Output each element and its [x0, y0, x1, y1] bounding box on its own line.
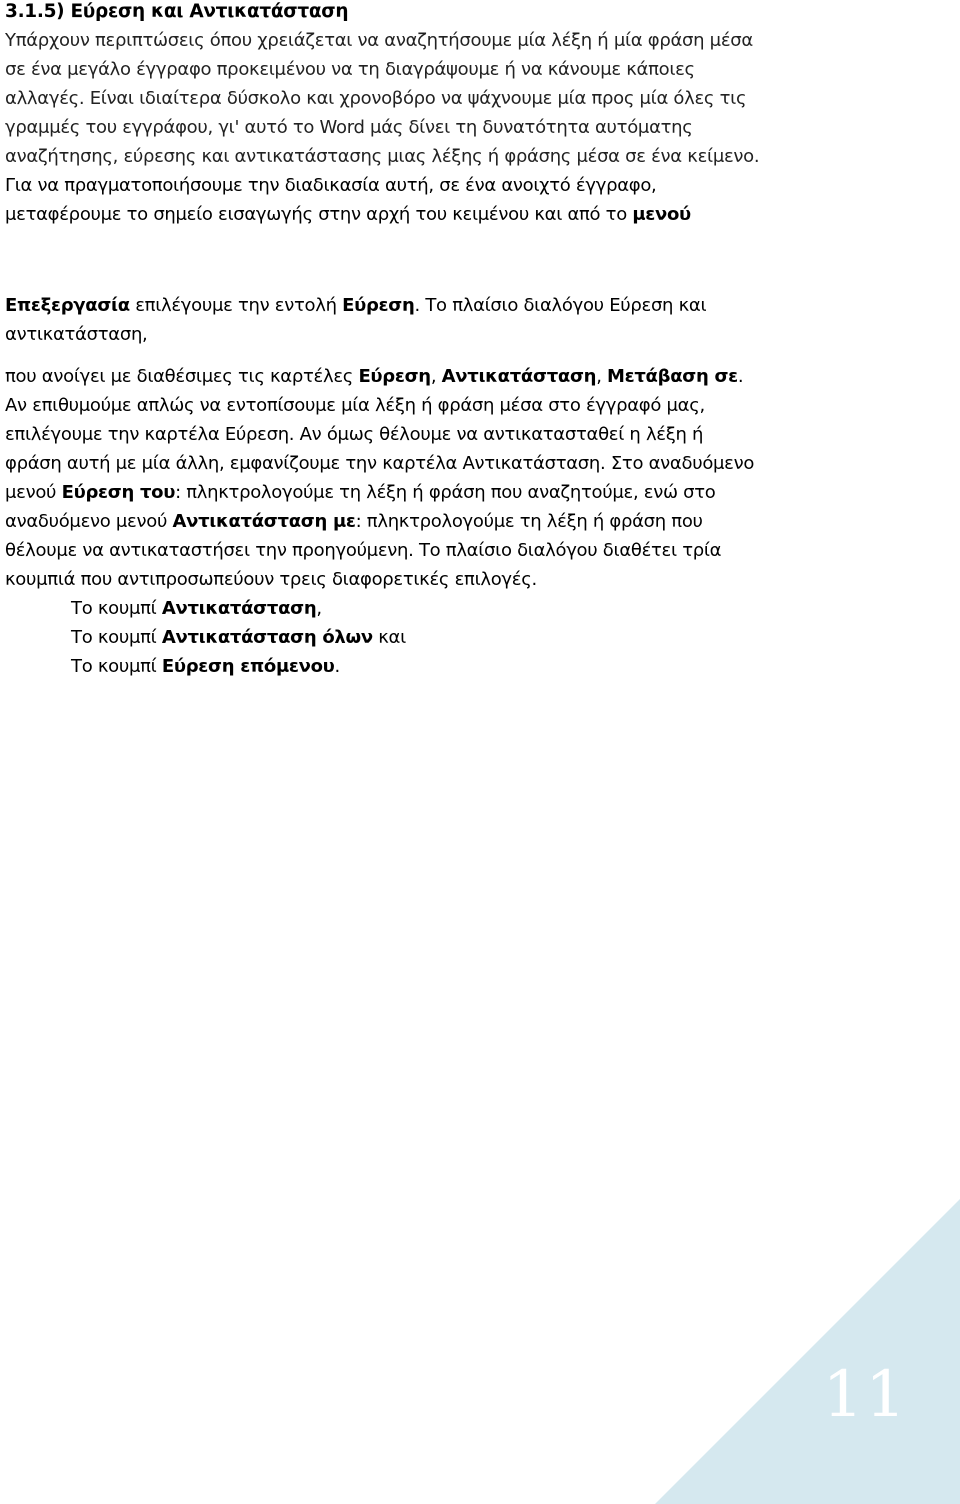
paragraph-line: φράση αυτή με μία άλλη, εμφανίζουμε την καρτέλα Αντικατάσταση. Στο αναδυόμενο: [5, 453, 755, 474]
text-run: ,: [430, 366, 442, 387]
paragraph-line: αναζήτησης, εύρεσης και αντικατάστασης μιας λέξης ή φράσης μέσα σε ένα κείμενο.: [5, 146, 760, 167]
text-run: Το κουμπί: [71, 598, 162, 619]
paragraph-line: γραμμές του εγγράφου, γι' αυτό το Word μάς δίνει τη δυνατότητα αυτόματης: [5, 117, 693, 138]
text-run: Το κουμπί: [71, 627, 162, 648]
text-run: μεταφέρουμε το σημείο εισαγωγής στην αρχή του κειμένου και από το: [5, 204, 633, 225]
text-run: επιλέγουμε την εντολή: [129, 295, 343, 316]
text-run: αναδυόμενο μενού: [5, 511, 173, 532]
bold-term: Επεξεργασία: [5, 295, 130, 316]
text-run: Το κουμπί: [71, 656, 162, 677]
paragraph-line: [5, 295, 706, 317]
paragraph-line: επιλέγουμε την καρτέλα Εύρεση. Αν όμως θέλουμε να αντικατασταθεί η λέξη ή: [5, 424, 704, 445]
bold-term: Εύρεση του: [61, 482, 176, 503]
bold-term: Εύρεση: [342, 295, 415, 316]
paragraph-line: Υπάρχουν περιπτώσεις όπου χρειάζεται να αναζητήσουμε μία λέξη ή μία φράση μέσα: [5, 30, 753, 51]
paragraph-line: θέλουμε να αντικαταστήσει την προηγούμενη. Το πλαίσιο διαλόγου διαθέτει τρία: [5, 540, 722, 561]
text-run: μενού: [5, 482, 62, 503]
bold-term: μενού: [632, 204, 691, 225]
text-run: και: [372, 627, 406, 648]
page-corner-decoration: [655, 1199, 960, 1504]
text-run: ,: [316, 598, 322, 619]
text-run: .: [334, 656, 340, 677]
paragraph-line: Αν επιθυμούμε απλώς να εντοπίσουμε μία λέξη ή φράση μέσα στο έγγραφό μας,: [5, 395, 705, 416]
list-item: [71, 598, 322, 620]
text-run: : πληκτρολογούμε τη λέξη ή φράση που: [355, 511, 703, 532]
paragraph-line: κουμπιά που αντιπροσωπεύουν τρεις διαφορετικές επιλογές.: [5, 569, 537, 590]
paragraph-line: [5, 511, 703, 533]
bold-term: Εύρεση: [358, 366, 431, 387]
bold-term: Αντικατάσταση: [441, 366, 597, 387]
paragraph-line: [5, 204, 691, 226]
bold-term: Εύρεση επόμενου: [161, 656, 335, 677]
bold-term: Αντικατάσταση: [161, 598, 317, 619]
bold-term: Αντικατάσταση όλων: [161, 627, 373, 648]
section-heading: 3.1.5) Εύρεση και Αντικατάσταση: [5, 1, 349, 22]
paragraph-line: [5, 482, 716, 504]
bold-term: Μετάβαση σε: [607, 366, 738, 387]
paragraph-line: σε ένα μεγάλο έγγραφο προκειμένου να τη διαγράψουμε ή να κάνουμε κάποιες: [5, 59, 695, 80]
text-run: που ανοίγει με διαθέσιμες τις καρτέλες: [5, 366, 359, 387]
paragraph-line: [5, 366, 743, 388]
paragraph-line: αλλαγές. Είναι ιδιαίτερα δύσκολο και χρονοβόρο να ψάχνουμε μία προς μία όλες τις: [5, 88, 747, 109]
list-item: [71, 627, 406, 649]
bold-term: Αντικατάσταση με: [172, 511, 356, 532]
paragraph-line: Για να πραγματοποιήσουμε την διαδικασία αυτή, σε ένα ανοιχτό έγγραφο,: [5, 175, 657, 196]
paragraph-line: αντικατάσταση,: [5, 324, 148, 345]
text-run: .: [737, 366, 744, 387]
text-run: ,: [596, 366, 608, 387]
list-item: [71, 656, 340, 678]
text-run: : πληκτρολογούμε τη λέξη ή φράση που αναζητούμε, ενώ στο: [175, 482, 716, 503]
page-number: 11: [822, 1358, 908, 1432]
text-run: . Το πλαίσιο διαλόγου Εύρεση και: [414, 295, 707, 316]
